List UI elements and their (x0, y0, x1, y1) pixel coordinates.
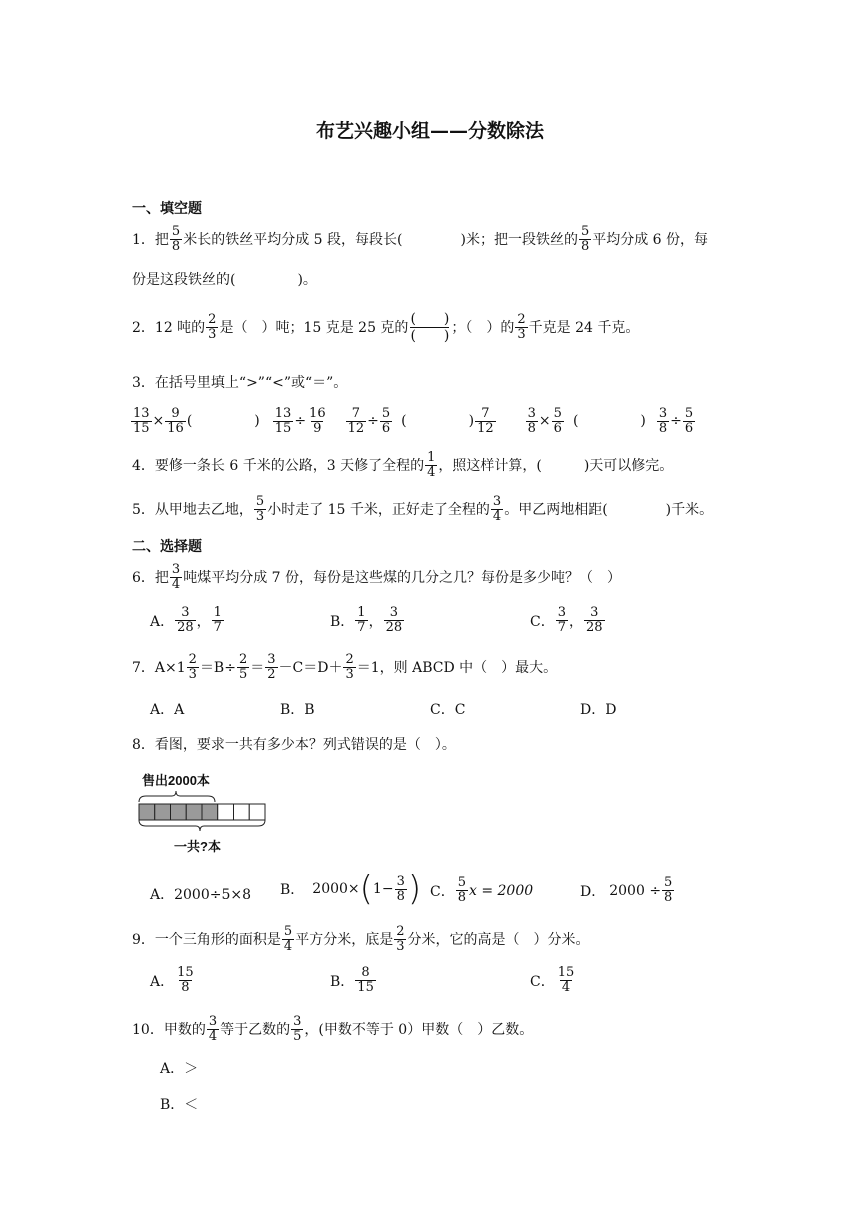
segment-sold (186, 804, 202, 820)
fraction: 5 8 (171, 223, 181, 254)
option-6b[interactable]: B． 1 7 ， 3 28 (330, 605, 403, 635)
question-1-line-2: 份是这段铁丝的( )。 (132, 272, 317, 288)
fraction: 5 8 (580, 223, 590, 254)
option-7a[interactable]: A．A (150, 702, 185, 718)
question-3: 3．在括号里填上“>”“<”或“＝”。 (132, 375, 348, 391)
section-choice-heading: 二、选择题 (132, 539, 202, 555)
option-8d[interactable]: D． 2000 ÷ $\frac{5}{8}$ (580, 875, 673, 905)
question-9: 9．一个三角形的面积是 5 4 平方分米，底是 2 3 分米，它的高是（ ）分米。 (132, 923, 590, 954)
question-2: 2．12 吨的 2 3 是（ ）吨；15 克是 25 克的 ( ) ( ) ；（ ）的 2 3 千克是 24 千克。 (132, 310, 640, 344)
option-6c[interactable]: C． 3 7 ， 3 28 (530, 605, 603, 635)
section-fill-heading: 一、填空题 (132, 201, 202, 217)
segment-sold (139, 804, 155, 820)
page-title: 布艺兴趣小组——分数除法 (315, 120, 544, 142)
option-6a[interactable]: A． 3 28 ， 1 7 (150, 605, 222, 635)
option-8a[interactable]: A．2000÷5×8 (150, 887, 252, 903)
option-9a[interactable]: A． 15 8 (150, 965, 194, 995)
diagram-top-label: 售出2000本 (142, 773, 210, 788)
option-7c[interactable]: C．C (430, 702, 466, 718)
fraction: 2 3 (208, 311, 217, 342)
segment-remaining (234, 804, 250, 820)
segment-diagram (134, 788, 274, 832)
segment-remaining (218, 804, 234, 820)
question-1-line-1: 1．把 5 8 米长的铁丝平均分成 5 段，每段长( )米；把一段铁丝的 5 8 平均分成 6 份，每 (132, 223, 709, 254)
option-9c[interactable]: C． 15 4 (530, 965, 575, 995)
option-7d[interactable]: D．D (580, 702, 617, 718)
question-3-expressions: $\frac{13}{15}$ × $\frac{9}{16}$ ( ) $\frac{13}{15}$ ÷ $\frac{16}{9}$ $\frac{7}{12}$ ÷ $\frac{5}{6}$ ( ) 7 12 $\frac{3}{8}$ × $\frac{5}{6}$ ( ) $\frac{3}{8}$ ÷ $\frac{5}{6}$ (133, 405, 694, 436)
fraction: 2 3 (517, 311, 526, 342)
option-7b[interactable]: B．B (280, 702, 315, 718)
segment-sold (202, 804, 218, 820)
question-4: 4．要修一条长 6 千米的公路，3 天修了全程的 1 4 ，照这样计算，( )天可以修完。 (132, 449, 674, 480)
segment-sold (171, 804, 187, 820)
blank-fraction: ( ) ( ) (410, 310, 450, 344)
segment-sold (155, 804, 171, 820)
diagram-bottom-label: 一共?本 (174, 839, 221, 854)
question-5: 5．从甲地去乙地， 5 3 小时走了 15 千米，正好走了全程的 3 4 。甲乙两地相距( )千米。 (132, 493, 714, 524)
question-10: 10．甲数的 3 4 等于乙数的 3 5 ，(甲数不等于 0）甲数（ ）乙数。 (132, 1013, 534, 1044)
option-9b[interactable]: B． 8 15 (330, 965, 374, 995)
question-7: 7．A×1 2 3 ＝B÷ $\frac{2}{5}$ ＝ 3 2 －C＝D＋ 2 3 ＝1，则 ABCD 中（ ）最大。 (132, 651, 558, 682)
question-6: 6．把 3 4 吨煤平均分成 7 份，每份是这些煤的几分之几？每份是多少吨？（ ） (132, 561, 622, 592)
question-8: 8．看图，要求一共有多少本？列式错误的是（ ）。 (132, 737, 456, 753)
option-10a[interactable]: A．＞ (160, 1061, 199, 1077)
option-8b[interactable]: B． 2000× ( 1− $\frac{3}{8}$ ) (280, 869, 422, 909)
segment-remaining (249, 804, 265, 820)
option-10b[interactable]: B．＜ (160, 1097, 199, 1113)
option-8c[interactable]: C． 5 8 x = 2000 (430, 875, 534, 905)
